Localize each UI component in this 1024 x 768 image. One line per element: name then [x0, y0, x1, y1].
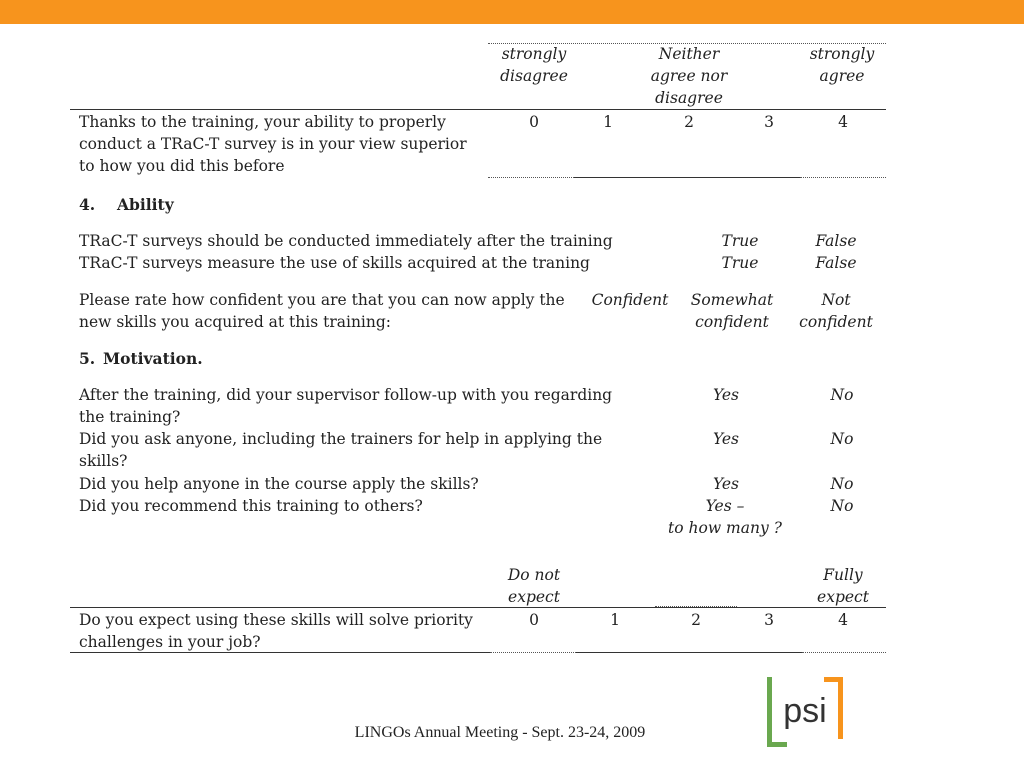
- statement-measure-skills: TRaC-T surveys measure the use of skills acquired at the traning: [79, 254, 590, 272]
- scale-value-4: 4: [838, 113, 848, 131]
- option-yes-how-many: Yes – to how many ?: [668, 497, 782, 537]
- question-recommend: Did you recommend this training to others?: [79, 497, 423, 515]
- option-confident: Confident: [591, 291, 669, 309]
- logo-text: psi: [783, 692, 827, 730]
- section-5-number: 5.: [79, 349, 96, 368]
- divider: [488, 43, 886, 44]
- scale-value-0: 0: [529, 611, 539, 629]
- psi-logo: [766, 676, 844, 748]
- scale-label-do-not-expect: Do not expect: [507, 566, 561, 606]
- section-5-heading: Motivation.: [103, 349, 203, 368]
- question-ask-for-help: Did you ask anyone, including the trainers for help in applying the skills?: [79, 430, 603, 470]
- scale-value-2: 2: [691, 611, 701, 629]
- divider: [574, 177, 800, 178]
- statement-conducted-immediately: TRaC-T surveys should be conducted immediately after the training: [79, 232, 613, 250]
- option-not-confident: Not confident: [799, 291, 873, 331]
- scale-label-strongly-disagree: strongly disagree: [500, 45, 568, 85]
- divider: [576, 652, 802, 653]
- option-true: True: [721, 232, 759, 250]
- option-somewhat-confident: Somewhat confident: [690, 291, 774, 331]
- scale-label-fully-expect: Fully expect: [817, 566, 869, 606]
- scale-value-1: 1: [603, 113, 613, 131]
- divider: [70, 607, 886, 608]
- option-false: False: [815, 232, 857, 250]
- scale-value-1: 1: [610, 611, 620, 629]
- option-yes: Yes: [712, 430, 739, 448]
- option-yes: Yes: [712, 475, 739, 493]
- question-expect-solve: Do you expect using these skills will solve priority challenges in your job?: [79, 611, 473, 651]
- question-help-anyone: Did you help anyone in the course apply the skills?: [79, 475, 479, 493]
- option-yes: Yes: [712, 386, 739, 404]
- option-no: No: [830, 430, 854, 448]
- scale-value-4: 4: [838, 611, 848, 629]
- divider: [490, 652, 576, 653]
- option-true: True: [721, 254, 759, 272]
- option-false: False: [815, 254, 857, 272]
- section-4-heading: Ability: [117, 195, 174, 214]
- divider: [70, 109, 886, 110]
- question-ability-superior: Thanks to the training, your ability to properly conduct a TRaC-T survey is in your view superior to how you did this before: [79, 113, 467, 175]
- scale-value-0: 0: [529, 113, 539, 131]
- divider: [802, 652, 886, 653]
- divider: [800, 177, 886, 178]
- footer-text: LINGOs Annual Meeting - Sept. 23-24, 2009: [354, 724, 646, 741]
- divider: [488, 177, 574, 178]
- divider: [70, 652, 490, 653]
- question-confidence: Please rate how confident you are that you can now apply the new skills you acquired at this training:: [79, 291, 565, 331]
- scale-label-strongly-agree: strongly agree: [809, 45, 875, 85]
- scale-value-3: 3: [764, 611, 774, 629]
- question-supervisor-followup: After the training, did your supervisor follow-up with you regarding the training?: [79, 386, 613, 426]
- scale-value-2: 2: [684, 113, 694, 131]
- scale-label-neither: Neither agree nor disagree: [650, 45, 728, 107]
- option-no: No: [830, 497, 854, 515]
- scale-value-3: 3: [764, 113, 774, 131]
- option-no: No: [830, 386, 854, 404]
- header-bar: [0, 0, 1024, 24]
- option-no: No: [830, 475, 854, 493]
- section-4-number: 4.: [79, 195, 96, 214]
